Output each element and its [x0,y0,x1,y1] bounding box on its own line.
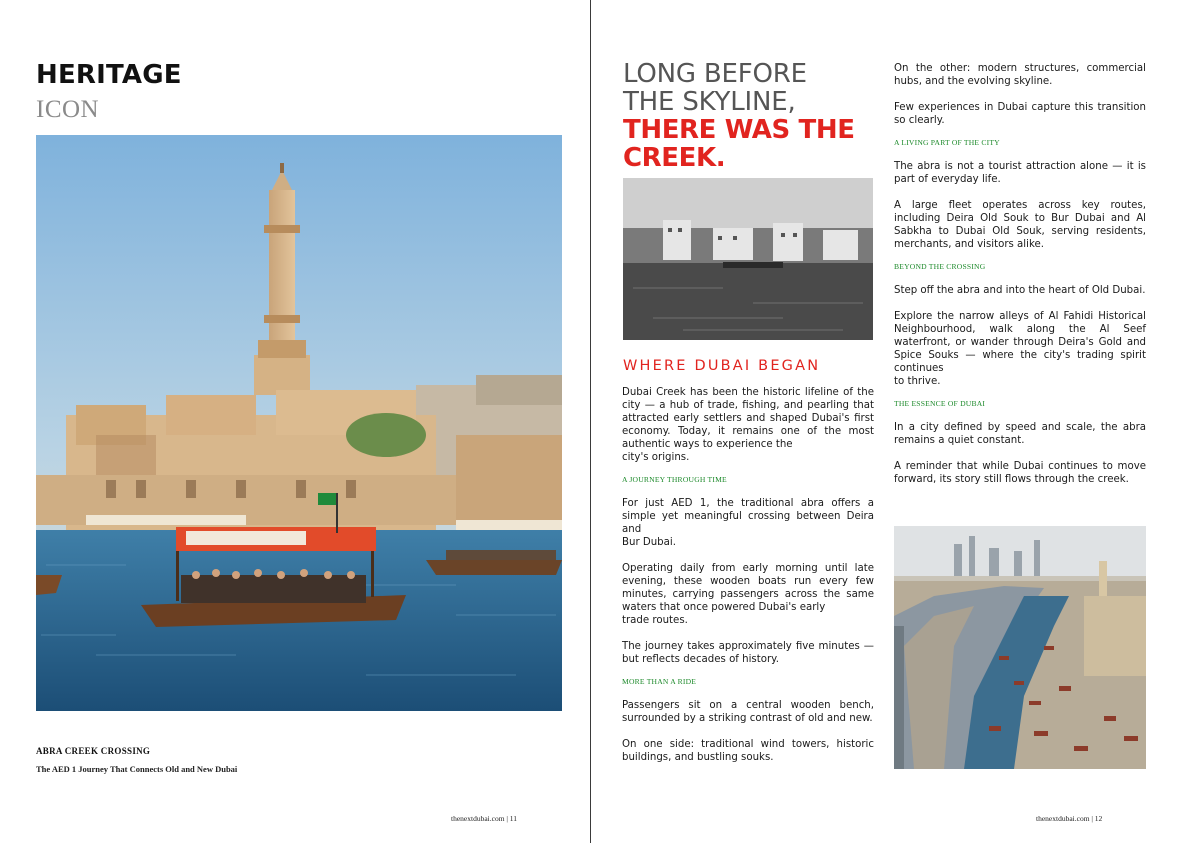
page-subtitle: ICON [36,96,100,123]
subheading-journey: A JOURNEY THROUGH TIME [622,475,727,484]
journey-paragraph-3: The journey takes approximately five minutes — but reflects decades of history. [622,641,874,665]
beyond-paragraph-1: Step off the abra and into the heart of Old Dubai. [894,285,1146,296]
essence-paragraph-1: In a city defined by speed and scale, the abra remains a quiet constant. [894,422,1146,446]
subheading-beyond: BEYOND THE CROSSING [894,262,986,271]
journey-paragraph-1: For just AED 1, the traditional abra offers a simple yet meaningful crossing between Deira and Bur Dubai. [622,498,874,548]
page-title: HERITAGE [36,60,182,90]
column-2 [894,62,1146,486]
aerial-creek-photo [894,526,1146,769]
more-paragraph-2: On one side: traditional wind towers, historic buildings, and bustling souks. [622,739,874,763]
caption-subtitle: The AED 1 Journey That Connects Old and New Dubai [36,764,238,774]
headline-line-2: THE SKYLINE, [623,87,796,117]
subheading-essence: THE ESSENCE OF DUBAI [894,399,986,408]
headline [623,60,883,172]
more-paragraph-1: Passengers sit on a central wooden bench, surrounded by a striking contrast of old and new. [622,700,874,724]
subheading-living: A LIVING PART OF THE CITY [894,138,1000,147]
intro-paragraph: Dubai Creek has been the historic lifeline of the city — a hub of trade, fishing, and pearling that attracted early settlers and shaped Dubai's first economy. Today, it remains one of the most authentic ways to experience the city's origins. [622,387,874,463]
section-title: WHERE DUBAI BEGAN [623,358,821,374]
column-1 [622,386,874,764]
folio-left: thenextdubai.com | 11 [451,814,517,823]
subheading-more: MORE THAN A RIDE [622,677,697,686]
few-paragraph: Few experiences in Dubai capture this transition so clearly. [894,102,1146,126]
essence-paragraph-2: A reminder that while Dubai continues to move forward, its story still flows through the creek. [894,461,1146,485]
journey-paragraph-2: Operating daily from early morning until late evening, these wooden boats run every few minutes, carrying passengers across the same waters that once powered Dubai's early trade routes. [622,563,874,626]
caption-title: ABRA CREEK CROSSING [36,746,151,756]
headline-line-1: LONG BEFORE [623,59,807,89]
other-paragraph: On the other: modern structures, commercial hubs, and the evolving skyline. [894,63,1146,87]
beyond-paragraph-2: Explore the narrow alleys of Al Fahidi Historical Neighbourhood, walk along the Al Seef waterfront, or wander through Deira's Gold and Spice Souks — where the city's trading spirit continues to thrive. [894,311,1146,387]
folio-right: thenextdubai.com | 12 [1036,814,1103,823]
main-photo [36,135,562,711]
living-paragraph-2: A large fleet operates across key routes, including Deira Old Souk to Bur Dubai and Al Sabkha to Dubai Old Souk, serving residents, merchants, and visitors alike. [894,200,1146,250]
bw-creek-photo [623,178,873,340]
headline-line-4: CREEK. [623,143,726,173]
page-divider [590,0,591,843]
headline-line-3: THERE WAS THE [623,115,855,145]
living-paragraph-1: The abra is not a tourist attraction alone — it is part of everyday life. [894,161,1146,185]
